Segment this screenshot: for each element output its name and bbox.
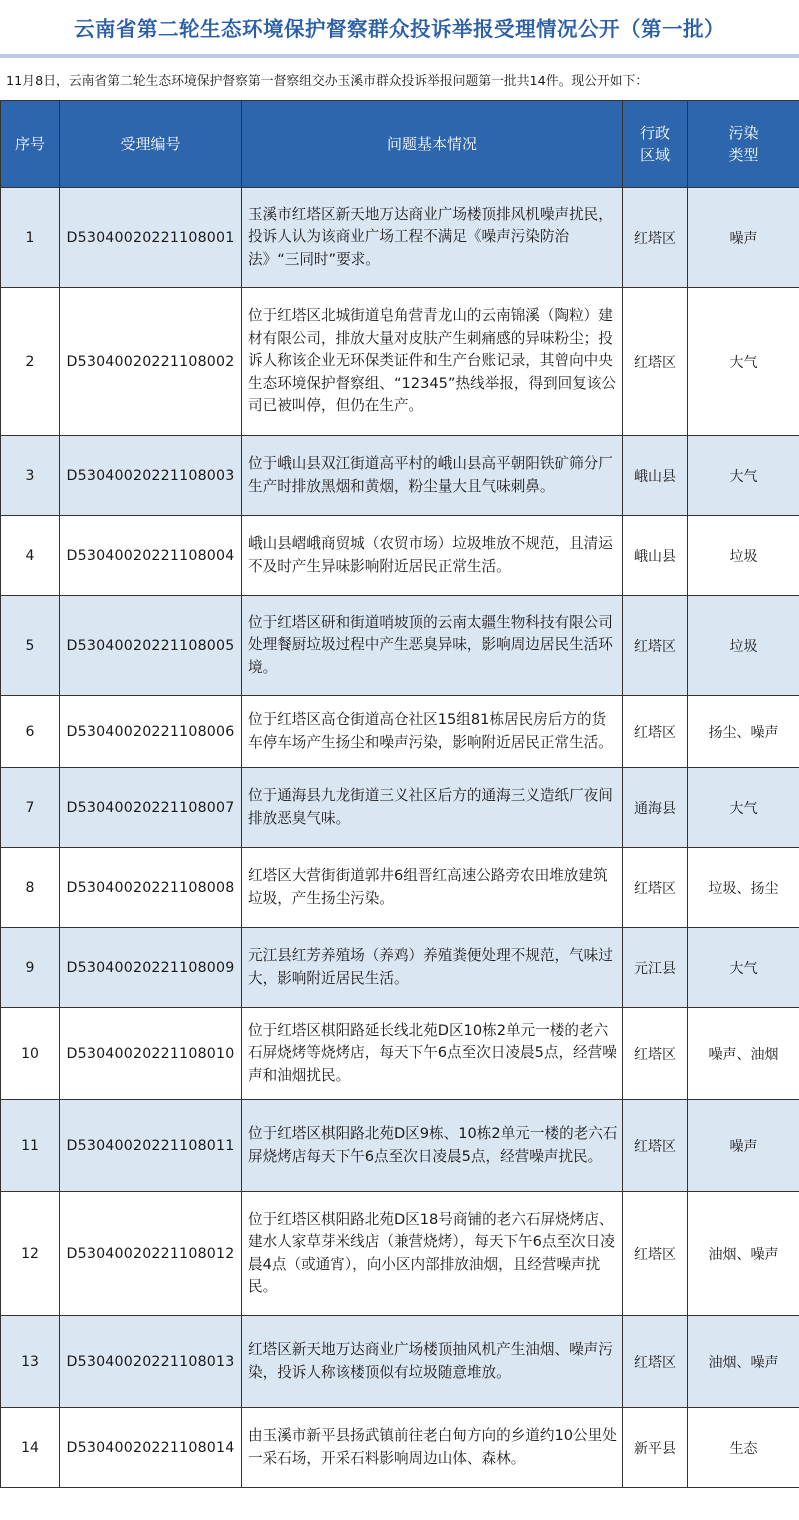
cell-type: 垃圾 — [688, 516, 799, 596]
cell-no: 13 — [1, 1316, 60, 1408]
cell-region: 峨山县 — [623, 436, 688, 516]
table-row — [1, 1100, 799, 1192]
cell-description: 位于峨山县双江街道高平村的峨山县高平朝阳铁矿筛分厂生产时排放黑烟和黄烟，粉尘量大且气味刺鼻。 — [242, 436, 623, 516]
cell-code: D53040020221108008 — [60, 848, 242, 928]
table-row — [1, 1316, 799, 1408]
cell-description: 位于红塔区棋阳路北苑D区9栋、10栋2单元一楼的老六石屏烧烤店每天下午6点至次日凌晨5点，经营噪声扰民。 — [242, 1100, 623, 1192]
table-header-row — [1, 101, 799, 188]
table-row — [1, 928, 799, 1008]
cell-code: D53040020221108007 — [60, 768, 242, 848]
cell-code: D53040020221108009 — [60, 928, 242, 1008]
cell-no: 3 — [1, 436, 60, 516]
cell-description: 位于通海县九龙街道三义社区后方的通海三义造纸厂夜间排放恶臭气味。 — [242, 768, 623, 848]
cell-region: 红塔区 — [623, 288, 688, 436]
cell-code: D53040020221108011 — [60, 1100, 242, 1192]
cell-code: D53040020221108006 — [60, 696, 242, 768]
cell-type: 垃圾、扬尘 — [688, 848, 799, 928]
cell-code: D53040020221108013 — [60, 1316, 242, 1408]
cell-code: D53040020221108002 — [60, 288, 242, 436]
cell-no: 12 — [1, 1192, 60, 1316]
cell-region: 红塔区 — [623, 1192, 688, 1316]
table-row — [1, 436, 799, 516]
cell-region: 通海县 — [623, 768, 688, 848]
cell-type: 生态 — [688, 1408, 799, 1488]
table-row — [1, 188, 799, 288]
cell-no: 1 — [1, 188, 60, 288]
header-no: 序号 — [1, 101, 60, 188]
cell-no: 11 — [1, 1100, 60, 1192]
cell-region: 红塔区 — [623, 188, 688, 288]
intro-text: 11月8日，云南省第二轮生态环境保护督察第一督察组交办玉溪市群众投诉举报问题第一批共14件。现公开如下： — [6, 73, 649, 89]
table-row — [1, 696, 799, 768]
cell-region: 红塔区 — [623, 596, 688, 696]
cell-no: 14 — [1, 1408, 60, 1488]
table-row — [1, 288, 799, 436]
cell-code: D53040020221108014 — [60, 1408, 242, 1488]
cell-region: 红塔区 — [623, 1100, 688, 1192]
cell-type: 噪声、油烟 — [688, 1008, 799, 1100]
cell-region: 新平县 — [623, 1408, 688, 1488]
cell-region: 红塔区 — [623, 848, 688, 928]
cell-type: 噪声 — [688, 188, 799, 288]
page-title: 云南省第二轮生态环境保护督察群众投诉举报受理情况公开（第一批） — [0, 0, 799, 58]
table-row — [1, 516, 799, 596]
cell-no: 6 — [1, 696, 60, 768]
complaints-table — [0, 100, 799, 1488]
cell-code: D53040020221108001 — [60, 188, 242, 288]
cell-description: 红塔区大营街街道郭井6组晋红高速公路旁农田堆放建筑垃圾，产生扬尘污染。 — [242, 848, 623, 928]
cell-type: 油烟、噪声 — [688, 1316, 799, 1408]
cell-no: 5 — [1, 596, 60, 696]
table-row — [1, 848, 799, 928]
cell-no: 9 — [1, 928, 60, 1008]
cell-region: 峨山县 — [623, 516, 688, 596]
cell-description: 位于红塔区北城街道皂角营青龙山的云南锦溪（陶粒）建材有限公司，排放大量对皮肤产生刺痛感的异味粉尘；投诉人称该企业无环保类证件和生产台账记录，其曾向中央生态环境保护督察组、“12345”热线举报，得到回复该公司已被叫停，但仍在生产。 — [242, 288, 623, 436]
cell-type: 大气 — [688, 288, 799, 436]
table-row — [1, 1008, 799, 1100]
cell-type: 大气 — [688, 436, 799, 516]
cell-no: 4 — [1, 516, 60, 596]
header-region: 行政 区域 — [623, 101, 688, 188]
cell-region: 红塔区 — [623, 1316, 688, 1408]
cell-description: 位于红塔区棋阳路北苑D区18号商铺的老六石屏烧烤店、建水人家草芽米线店（兼营烧烤），每天下午6点至次日凌晨4点（或通宵），向小区内部排放油烟，且经营噪声扰民。 — [242, 1192, 623, 1316]
table-row — [1, 1408, 799, 1488]
cell-type: 大气 — [688, 928, 799, 1008]
header-type: 污染 类型 — [688, 101, 799, 188]
cell-type: 大气 — [688, 768, 799, 848]
cell-description: 玉溪市红塔区新天地万达商业广场楼顶排风机噪声扰民，投诉人认为该商业广场工程不满足《噪声污染防治法》“三同时”要求。 — [242, 188, 623, 288]
cell-no: 7 — [1, 768, 60, 848]
cell-region: 红塔区 — [623, 1008, 688, 1100]
cell-description: 峨山县嶍峨商贸城（农贸市场）垃圾堆放不规范，且清运不及时产生异味影响附近居民正常生活。 — [242, 516, 623, 596]
cell-description: 红塔区新天地万达商业广场楼顶抽风机产生油烟、噪声污染，投诉人称该楼顶似有垃圾随意堆放。 — [242, 1316, 623, 1408]
header-code: 受理编号 — [60, 101, 242, 188]
cell-description: 位于红塔区棋阳路延长线北苑D区10栋2单元一楼的老六石屏烧烤等烧烤店，每天下午6点至次日凌晨5点，经营噪声和油烟扰民。 — [242, 1008, 623, 1100]
cell-description: 位于红塔区高仓街道高仓社区15组81栋居民房后方的货车停车场产生扬尘和噪声污染，影响附近居民正常生活。 — [242, 696, 623, 768]
cell-region: 元江县 — [623, 928, 688, 1008]
table-row — [1, 1192, 799, 1316]
cell-code: D53040020221108010 — [60, 1008, 242, 1100]
table-body — [1, 188, 799, 1488]
cell-description: 位于红塔区研和街道哨坡顶的云南太疆生物科技有限公司处理餐厨垃圾过程中产生恶臭异味，影响周边居民生活环境。 — [242, 596, 623, 696]
cell-code: D53040020221108004 — [60, 516, 242, 596]
table-row — [1, 596, 799, 696]
header-description: 问题基本情况 — [242, 101, 623, 188]
cell-region: 红塔区 — [623, 696, 688, 768]
cell-type: 扬尘、噪声 — [688, 696, 799, 768]
cell-no: 8 — [1, 848, 60, 928]
cell-type: 垃圾 — [688, 596, 799, 696]
cell-code: D53040020221108012 — [60, 1192, 242, 1316]
cell-description: 由玉溪市新平县扬武镇前往老白甸方向的乡道约10公里处一采石场，开采石料影响周边山体、森林。 — [242, 1408, 623, 1488]
cell-code: D53040020221108003 — [60, 436, 242, 516]
cell-type: 噪声 — [688, 1100, 799, 1192]
cell-type: 油烟、噪声 — [688, 1192, 799, 1316]
cell-no: 2 — [1, 288, 60, 436]
cell-no: 10 — [1, 1008, 60, 1100]
table-row — [1, 768, 799, 848]
cell-description: 元江县红芳养殖场（养鸡）养殖粪便处理不规范，气味过大，影响附近居民生活。 — [242, 928, 623, 1008]
cell-code: D53040020221108005 — [60, 596, 242, 696]
